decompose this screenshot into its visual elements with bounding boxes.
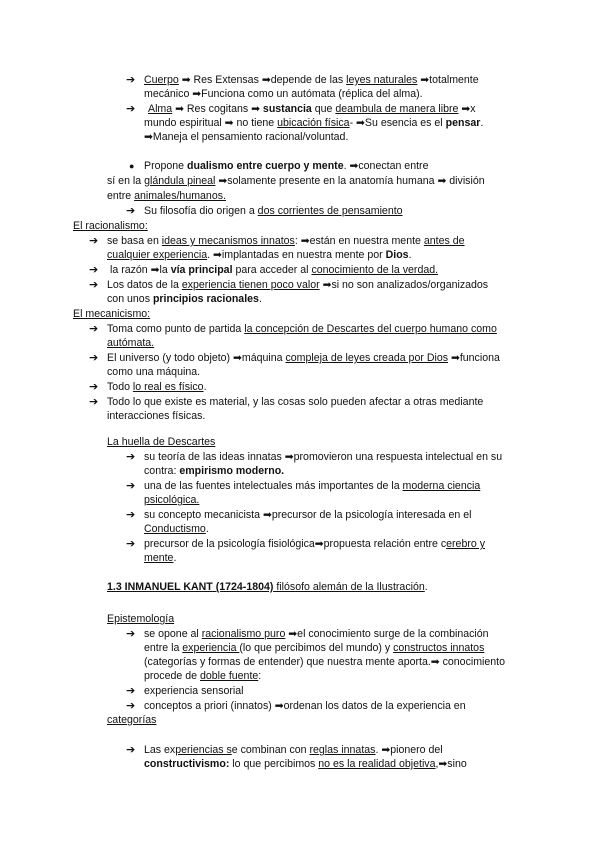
alma-line-2 (144, 116, 483, 130)
compleja-leyes-term: compleja de leyes creada por Dios (285, 352, 449, 364)
text-span: mundo espiritual ➡ no tiene (144, 117, 278, 129)
kant-item-2: experiencia sensorial (144, 685, 244, 697)
text-span: ,➡sino (435, 758, 467, 770)
arrow-bullet-icon: ➔ (126, 509, 136, 521)
arrow-bullet-icon: ➔ (126, 700, 136, 712)
racionalismo-heading (73, 219, 148, 233)
animales-humanos-term: animales/humanos. (134, 190, 226, 202)
text-span: - ➡Su esencia es el (349, 117, 446, 129)
text-span: ➡ Res cogitans ➡ (172, 103, 263, 115)
mecanicismo-heading (73, 307, 150, 321)
huella-item-3: su concepto mecanicista ➡precursor de la psicología interesada en el (144, 509, 472, 521)
dios-term: Dios (385, 249, 409, 261)
huella-heading (107, 435, 215, 449)
mecanicismo-item-2b: como una máquina. (107, 366, 201, 378)
text-span: Toma como punto de partida (107, 323, 245, 335)
epistemologia-heading-text: Epistemología (107, 613, 175, 625)
huella-item-1b (144, 464, 284, 478)
text-span: precursor de la psicología fisiológica➡propuesta relación entre c (144, 538, 447, 550)
arrow-bullet-icon: ➔ (126, 538, 136, 550)
categorias-term: categorías (107, 714, 157, 726)
text-span: . (173, 552, 177, 564)
racionalismo-item-1 (107, 234, 465, 248)
text-span: ➡funciona (448, 352, 500, 364)
arrow-bullet-icon: ➔ (126, 103, 136, 115)
experiencia-term: experiencia (182, 642, 240, 654)
realidad-objetiva-term: no es la realidad objetiva (318, 758, 436, 770)
text-span: para acceder al (232, 264, 312, 276)
mecanicismo-item-2 (107, 351, 500, 365)
corrientes-term: dos corrientes de pensamiento (257, 205, 403, 217)
cerebro-term: erebro y (446, 538, 486, 550)
huella-item-2b (144, 493, 199, 507)
real-fisico-term: lo real es físico (132, 381, 204, 393)
constructivismo-term: constructivismo: (144, 758, 230, 770)
text-span: se basa en (107, 235, 162, 247)
kant-item-4b (144, 757, 467, 771)
arrow-bullet-icon: ➔ (126, 480, 136, 492)
text-span: Su filosofía dio origen a (144, 205, 258, 217)
text-span: ➡x (458, 103, 476, 115)
text-span: sí en la (107, 175, 145, 187)
arrow-bullet-icon: ➔ (126, 628, 136, 640)
racionalismo-heading-text: El racionalismo: (73, 220, 148, 232)
text-span: . ➡conectan entre (343, 160, 429, 172)
conductismo-term: Conductismo (144, 523, 206, 535)
psicologica-term: psicológica. (144, 494, 200, 506)
moderna-ciencia-term: moderna ciencia (402, 480, 481, 492)
pensar-term: pensar (445, 117, 481, 129)
arrow-bullet-icon: ➔ (126, 451, 136, 463)
constructos-innatos-term: constructos innatos (393, 642, 485, 654)
arrow-bullet-icon: ➔ (89, 279, 99, 291)
text-span: lo que percibimos (229, 758, 319, 770)
mecanicismo-item-3 (107, 380, 207, 394)
dot-bullet-icon: ● (129, 161, 135, 171)
arrow-bullet-icon: ➔ (89, 235, 99, 247)
mente-term: mente (144, 552, 174, 564)
cuerpo-line (144, 73, 479, 87)
mecanicismo-item-1 (107, 322, 497, 336)
text-span: ➡si no son analizados/organizados (319, 279, 489, 291)
mecanicismo-item-1b (107, 336, 154, 350)
arrow-bullet-icon: ➔ (126, 744, 136, 756)
text-span: ➡ Res Extensas ➡depende de las (178, 74, 347, 86)
dualismo-line (144, 159, 428, 173)
text-span: e combinan con (231, 744, 310, 756)
cuerpo-line-2: mecánico ➡Funciona como un autómata (réplica del alma). (144, 88, 423, 100)
kant-item-1c: (categorías y formas de entender) que nuestra mente aporta.➡ conocimiento (144, 656, 506, 668)
kant-item-1d (144, 669, 261, 683)
concepcion-descartes-term: la concepción de Descartes del cuerpo humano como (244, 323, 497, 335)
huella-item-4b (144, 551, 176, 565)
text-span: : (258, 670, 262, 682)
text-span: procede de (144, 670, 200, 682)
kant-item-3b (107, 713, 156, 727)
epistemologia-heading (107, 612, 174, 626)
racionalismo-item-3b (107, 292, 262, 306)
text-span: . (258, 293, 262, 305)
text-span: que (311, 103, 336, 115)
huella-item-1: su teoría de las ideas innatas ➡promovieron una respuesta intelectual en su (144, 451, 503, 463)
alma-line-3: ➡Maneja el pensamiento racional/voluntad. (144, 131, 349, 143)
cuerpo-term: Cuerpo (144, 74, 179, 86)
mecanicismo-heading-text: El mecanicismo: (73, 308, 151, 320)
automata-term: autómata. (107, 337, 155, 349)
kant-heading-title: 1.3 INMANUEL KANT (1724-1804) (107, 581, 274, 593)
arrow-bullet-icon: ➔ (89, 352, 99, 364)
text-span: Todo (107, 381, 133, 393)
text-span: la razón ➡la (110, 264, 171, 276)
via-principal-term: vía principal (170, 264, 233, 276)
dualismo-term: dualismo entre cuerpo y mente (187, 160, 344, 172)
racionalismo-puro-term: racionalismo puro (201, 628, 286, 640)
text-span: . (424, 581, 428, 593)
text-span: ➡solamente presente en la anatomía humana ➡ división (215, 175, 485, 187)
kant-item-3: conceptos a priori (innatos) ➡ordenan los datos de la experiencia en (144, 700, 466, 712)
huella-heading-text: La huella de Descartes (107, 436, 216, 448)
experiencia-poco-valor-term: experiencia tienen poco valor (181, 279, 320, 291)
text-span: entre (107, 190, 135, 202)
arrow-bullet-icon: ➔ (126, 685, 136, 697)
sustancia-term: sustancia (262, 103, 312, 115)
reglas-innatas-term: reglas innatas (309, 744, 376, 756)
arrow-bullet-icon: ➔ (126, 74, 136, 86)
racionalismo-item-3 (107, 278, 488, 292)
arrow-bullet-icon: ➔ (89, 323, 99, 335)
text-span: . (408, 249, 412, 261)
text-span: (lo que percibimos del mundo) y (239, 642, 394, 654)
arrow-bullet-icon: ➔ (89, 264, 99, 276)
empirismo-moderno-term: empirismo moderno. (179, 465, 285, 477)
kant-heading-subtitle: filósofo alemán de la Ilustración (273, 581, 425, 593)
racionalismo-item-1b (107, 248, 412, 262)
text-span: entre la (144, 642, 183, 654)
kant-item-4 (144, 743, 443, 757)
dualismo-line-3 (107, 189, 226, 203)
mecanicismo-item-4b: interacciones físicas. (107, 410, 206, 422)
alma-line (148, 102, 476, 116)
doble-fuente-term: doble fuente (199, 670, 259, 682)
text-span: El universo (y todo objeto) ➡máquina (107, 352, 286, 364)
text-span: . (203, 381, 207, 393)
experiencias-term: periencias s (175, 744, 232, 756)
racionalismo-item-2 (110, 263, 438, 277)
conocimiento-verdad-term: conocimiento de la verdad. (311, 264, 439, 276)
antes-de-term: antes de (423, 235, 465, 247)
deambula-term: deambula de manera libre (335, 103, 459, 115)
glandula-pineal-term: glándula pineal (144, 175, 216, 187)
text-span: Los datos de la (107, 279, 182, 291)
text-span: . (480, 117, 484, 129)
dualismo-line-4 (144, 204, 403, 218)
ideas-innatos-term: ideas y mecanismos innatos (161, 235, 295, 247)
text-span: ➡totalmente (417, 74, 479, 86)
arrow-bullet-icon: ➔ (126, 205, 136, 217)
arrow-bullet-icon: ➔ (89, 396, 99, 408)
text-span: Las ex (144, 744, 176, 756)
text-span: contra: (144, 465, 180, 477)
text-span: una de las fuentes intelectuales más importantes de la (144, 480, 403, 492)
principios-racionales-term: principios racionales (152, 293, 259, 305)
text-span: Propone (144, 160, 187, 172)
text-span: con unos (107, 293, 153, 305)
text-span: : ➡están en nuestra mente (294, 235, 424, 247)
text-span: se opone al (144, 628, 202, 640)
kant-item-1b (144, 641, 484, 655)
kant-heading (107, 580, 428, 594)
cualquier-experiencia-term: cualquier experiencia (107, 249, 208, 261)
text-span: ➡el conocimiento surge de la combinación (285, 628, 489, 640)
text-span: . ➡pionero del (375, 744, 443, 756)
text-span: . (205, 523, 209, 535)
text-span: . ➡implantadas en nuestra mente por (207, 249, 386, 261)
dualismo-line-2 (107, 174, 485, 188)
huella-item-3b (144, 522, 209, 536)
kant-item-1 (144, 627, 489, 641)
leyes-naturales-term: leyes naturales (346, 74, 418, 86)
huella-item-2 (144, 479, 480, 493)
huella-item-4 (144, 537, 485, 551)
ubicacion-term: ubicación física (277, 117, 350, 129)
arrow-bullet-icon: ➔ (89, 381, 99, 393)
alma-term: Alma (148, 103, 173, 115)
mecanicismo-item-4: Todo lo que existe es material, y las cosas solo pueden afectar a otras mediante (107, 396, 484, 408)
